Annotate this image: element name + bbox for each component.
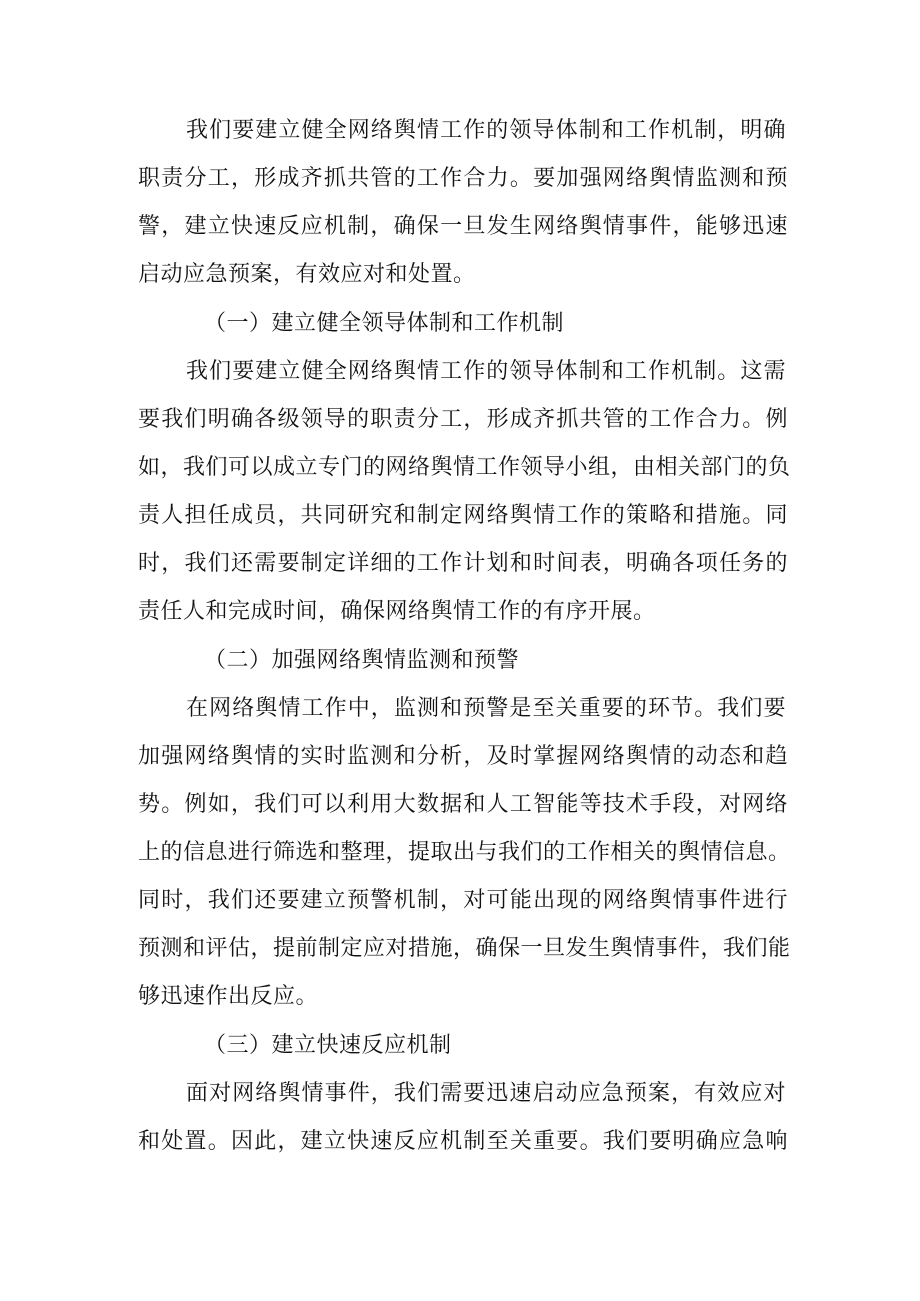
- paragraph-3-line-1: 在网络舆情工作中，监测和预警是至关重要的环节。我们要: [186, 696, 786, 721]
- paragraph-3-line-6: 预测和评估，提前制定应对措施，确保一旦发生舆情事件，我们能: [138, 936, 791, 961]
- paragraph-4-line-1: 面对网络舆情事件，我们需要迅速启动应急预案，有效应对: [186, 1081, 786, 1106]
- paragraph-1-line-2: 职责分工，形成齐抓共管的工作合力。要加强网络舆情监测和预: [138, 166, 788, 191]
- paragraph-3-line-3: 势。例如，我们可以利用大数据和人工智能等技术手段，对网络: [138, 792, 788, 817]
- paragraph-1-line-3: 警，建立快速反应机制，确保一旦发生网络舆情事件，能够迅速: [138, 214, 788, 239]
- section-heading-1: （一）建立健全领导体制和工作机制: [204, 311, 565, 336]
- paragraph-2-line-4: 责人担任成员，共同研究和制定网络舆情工作的策略和措施。同: [138, 503, 788, 528]
- paragraph-1-line-1: 我们要建立健全网络舆情工作的领导体制和工作机制，明确: [186, 118, 786, 143]
- paragraph-2-line-2: 要我们明确各级领导的职责分工，形成齐抓共管的工作合力。例: [138, 407, 788, 432]
- paragraph-2-line-6: 责任人和完成时间，确保网络舆情工作的有序开展。: [138, 599, 656, 624]
- paragraph-2-line-1: 我们要建立健全网络舆情工作的领导体制和工作机制。这需: [186, 359, 786, 384]
- paragraph-4-line-2: 和处置。因此，建立快速反应机制至关重要。我们要明确应急响: [138, 1129, 788, 1154]
- paragraph-3-line-7: 够迅速作出反应。: [138, 984, 319, 1009]
- section-heading-3: （三）建立快速反应机制: [204, 1033, 452, 1058]
- paragraph-2-line-3: 如，我们可以成立专门的网络舆情工作领导小组，由相关部门的负: [138, 455, 791, 480]
- paragraph-2-line-5: 时，我们还需要制定详细的工作计划和时间表，明确各项任务的: [138, 551, 788, 576]
- paragraph-3-line-5: 同时，我们还要建立预警机制，对可能出现的网络舆情事件进行: [138, 888, 788, 913]
- paragraph-3-line-4: 上的信息进行筛选和整理，提取出与我们的工作相关的舆情信息。: [138, 840, 791, 865]
- section-heading-2: （二）加强网络舆情监测和预警: [204, 648, 520, 673]
- paragraph-1-line-4: 启动应急预案，有效应对和处置。: [138, 262, 476, 287]
- paragraph-3-line-2: 加强网络舆情的实时监测和分析，及时掌握网络舆情的动态和趋: [138, 744, 788, 769]
